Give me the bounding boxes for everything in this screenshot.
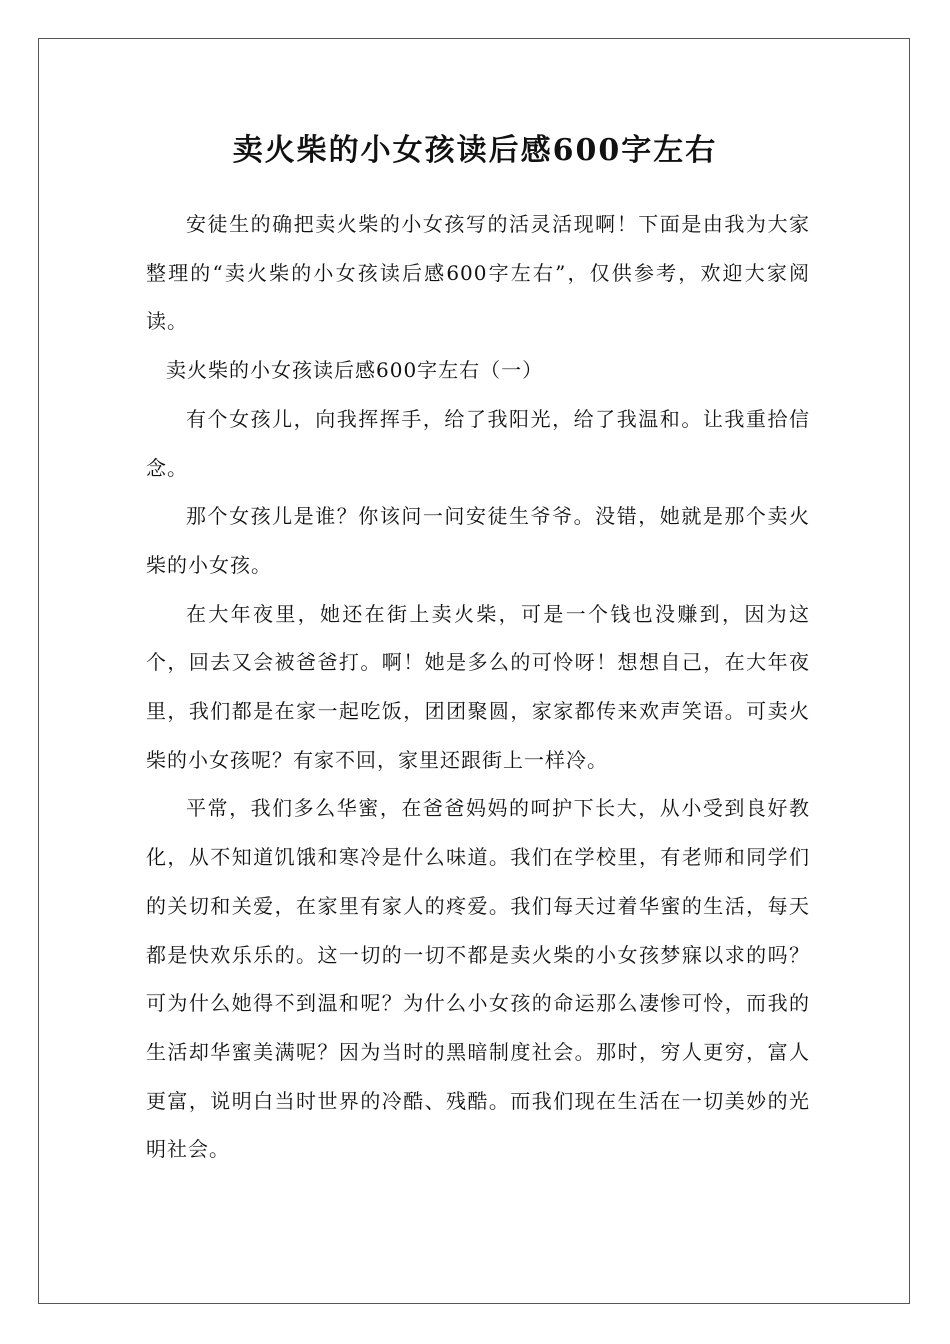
intro-paragraph: 安徒生的确把卖火柴的小女孩写的活灵活现啊！下面是由我为大家整理的“卖火柴的小女孩读后感600字左右”，仅供参考，欢迎大家阅读。 <box>146 212 810 334</box>
document-title: 卖火柴的小女孩读后感600字左右 <box>232 133 718 168</box>
body-paragraph: 平常，我们多么华蜜，在爸爸妈妈的呵护下长大，从小受到良好教化，从不知道饥饿和寒冷是什么味道。我们在学校里，有老师和同学们的关切和关爱，在家里有家人的疼爱。我们每天过着华蜜的生活，每天都是快欢乐乐的。这一切的一切不都是卖火柴的小女孩梦寐以求的吗？可为什么她得不到温和呢？为什么小女孩的命运那么凄惨可怜，而我的生活却华蜜美满呢？因为当时的黑暗制度社会。那时，穷人更穷，富人更富，说明白当时世界的冷酷、残酷。而我们现在生活在一切美妙的光明社会。 <box>146 796 810 1162</box>
body-paragraph: 那个女孩儿是谁？你该问一问安徒生爷爷。没错，她就是那个卖火柴的小女孩。 <box>146 504 810 577</box>
body-paragraph: 在大年夜里，她还在街上卖火柴，可是一个钱也没赚到，因为这个，回去又会被爸爸打。啊！她是多么的可怜呀！想想自己，在大年夜里，我们都是在家一起吃饭，团团聚圆，家家都传来欢声笑语。可卖火柴的小女孩呢？有家不回，家里还跟街上一样冷。 <box>146 601 810 772</box>
document-body <box>146 200 810 1174</box>
body-paragraph: 有个女孩儿，向我挥挥手，给了我阳光，给了我温和。让我重拾信念。 <box>146 406 810 480</box>
section-heading: 卖火柴的小女孩读后感600字左右（一） <box>166 358 544 383</box>
